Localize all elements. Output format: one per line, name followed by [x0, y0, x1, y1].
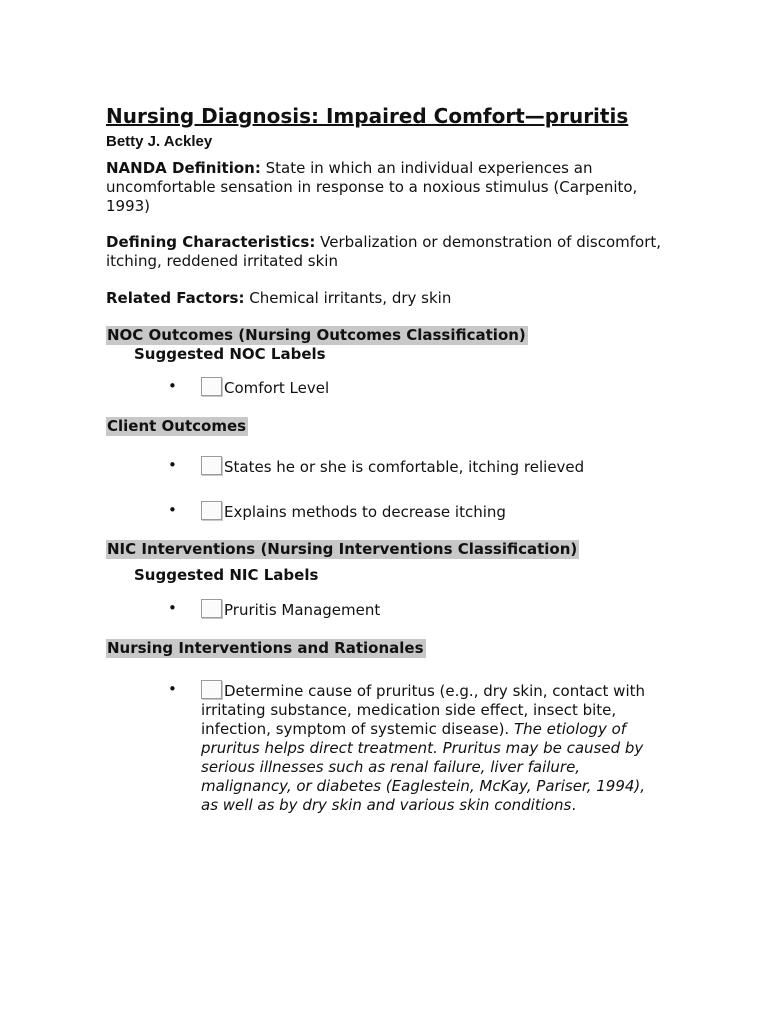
- nanda-label: NANDA Definition:: [106, 159, 261, 177]
- list-item: [106, 377, 666, 398]
- client-item-label: States he or she is comfortable, itching relieved: [224, 458, 585, 476]
- noc-heading-row: [106, 325, 666, 345]
- interventions-heading-row: [106, 638, 666, 658]
- checkbox-icon[interactable]: [201, 501, 222, 520]
- client-heading: Client Outcomes: [107, 417, 247, 435]
- list-item: [106, 680, 666, 815]
- bullet-icon: •: [168, 680, 177, 698]
- related-label: Related Factors:: [106, 289, 245, 307]
- client-heading-row: [106, 416, 666, 436]
- list-item: [106, 456, 666, 477]
- bullet-icon: •: [168, 456, 177, 474]
- nanda-definition: [106, 159, 666, 216]
- bullet-icon: •: [168, 501, 177, 519]
- nic-heading-row: [106, 539, 666, 559]
- intervention-rationale: The etiology of pruritus helps direct treatment. Pruritus may be caused by serious illnesses such as renal failure, liver failure, malignancy, or diabetes (Eaglestein, McKay, Pariser, 1994), as well as by dry skin and various skin conditions: [201, 720, 646, 814]
- nic-item-label: Pruritis Management: [224, 601, 381, 619]
- intervention-text: Determine cause of pruritus (e.g., dry skin, contact with irritating substance, medication side effect, insect bite, infection, symptom of systemic disease).: [201, 682, 646, 738]
- interventions-heading: Nursing Interventions and Rationales: [107, 639, 424, 657]
- nic-heading: NIC Interventions (Nursing Interventions Classification): [107, 540, 578, 558]
- nic-sublabel: Suggested NIC Labels: [134, 566, 319, 584]
- checkbox-icon[interactable]: [201, 599, 222, 618]
- noc-item-label: Comfort Level: [224, 379, 330, 397]
- list-item: [106, 501, 666, 522]
- client-item-label: Explains methods to decrease itching: [224, 503, 506, 521]
- defining-label: Defining Characteristics:: [106, 233, 316, 251]
- nanda-text: State in which an individual experiences an uncomfortable sensation in response to a noxious stimulus (Carpenito, 1993): [106, 159, 638, 215]
- document-title: Nursing Diagnosis: Impaired Comfort—pruritis: [106, 104, 629, 128]
- checkbox-icon[interactable]: [201, 680, 222, 699]
- defining-text: Verbalization or demonstration of discomfort, itching, reddened irritated skin: [106, 233, 662, 270]
- checkbox-icon[interactable]: [201, 377, 222, 396]
- list-item: [106, 599, 666, 620]
- bullet-icon: •: [168, 599, 177, 617]
- bullet-icon: •: [168, 377, 177, 395]
- author-name: Betty J. Ackley: [106, 133, 213, 150]
- intervention-end: .: [571, 796, 577, 814]
- related-factors: [106, 289, 666, 308]
- noc-heading: NOC Outcomes (Nursing Outcomes Classification): [107, 326, 526, 344]
- related-text: Chemical irritants, dry skin: [244, 289, 452, 307]
- checkbox-icon[interactable]: [201, 456, 222, 475]
- defining-characteristics: [106, 233, 666, 271]
- noc-sublabel: Suggested NOC Labels: [134, 345, 326, 363]
- document-page: [106, 104, 666, 815]
